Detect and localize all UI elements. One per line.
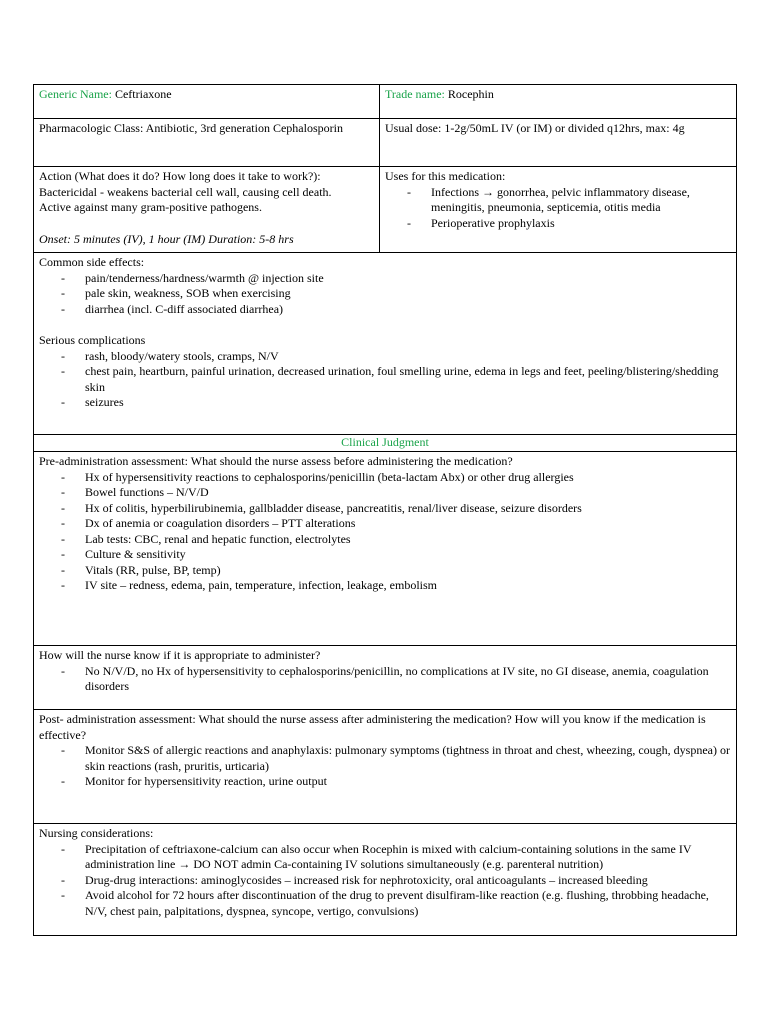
uses-list [385, 185, 731, 232]
nursing-row [34, 824, 737, 936]
list-item: - Bowel functions – N/V/D [39, 485, 731, 501]
appropriate-list [39, 664, 731, 695]
post-admin-row [34, 710, 737, 824]
list-item: - pale skin, weakness, SOB when exercising [39, 286, 731, 302]
post-admin-question: Post- administration assessment: What should the nurse assess after administering the medication? How will you know if the medication is effective? [39, 712, 706, 742]
serious-complications-list [39, 349, 731, 411]
nursing-cell [34, 824, 737, 936]
side-effects-list [39, 271, 731, 318]
side-effects-title: Common side effects: [39, 255, 145, 269]
list-item: - Monitor for hypersensitivity reaction, urine output [39, 774, 731, 790]
action-line-1: Bactericidal - weakens bacterial cell wall, causing cell death. [39, 184, 332, 199]
trade-name-cell [380, 85, 737, 119]
trade-name-label: Trade name: [385, 87, 445, 101]
list-item: - seizures [39, 395, 731, 411]
list-item: - Monitor S&S of allergic reactions and anaphylaxis: pulmonary symptoms (tightness in throat and chest, wheezing, cough, dyspnea) or skin reactions (rash, pruritis, urticaria) [39, 743, 731, 774]
names-row [34, 85, 737, 119]
list-item: - No N/V/D, no Hx of hypersensitivity to cephalosporins/penicillin, no complications at IV site, no GI disease, anemia, coagulation disorders [39, 664, 731, 695]
list-item: - Infections → gonorrhea, pelvic inflammatory disease, meningitis, pneumonia, septicemia, otitis media [385, 185, 731, 216]
pre-admin-question: Pre-administration assessment: What should the nurse assess before administering the medication? [39, 454, 513, 468]
list-item: - Culture & sensitivity [39, 547, 731, 563]
list-item: - Precipitation of ceftriaxone-calcium can also occur when Rocephin is mixed with calcium-containing solutions in the same IV administration line → DO NOT admin Ca-containing IV solutions simultaneously (e.g. parenteral nutrition) [39, 842, 731, 873]
action-cell [34, 167, 380, 253]
list-item: - Dx of anemia or coagulation disorders – PTT alterations [39, 516, 731, 532]
list-item: - Drug-drug interactions: aminoglycosides – increased risk for nephrotoxicity, oral anticoagulants – increased bleeding [39, 873, 731, 889]
list-item: - chest pain, heartburn, painful urination, decreased urination, foul smelling urine, edema in legs and feet, peeling/blistering/shedding skin [39, 364, 731, 395]
usual-dose-cell [380, 119, 737, 167]
uses-title: Uses for this medication: [385, 169, 506, 183]
list-item: - rash, bloody/watery stools, cramps, N/V [39, 349, 731, 365]
serious-complications-title: Serious complications [39, 333, 146, 347]
list-item: - Perioperative prophylaxis [385, 216, 731, 232]
pre-admin-list [39, 470, 731, 594]
clinical-judgment-row [34, 435, 737, 452]
class-dose-row [34, 119, 737, 167]
side-effects-row [34, 253, 737, 435]
list-item: - IV site – redness, edema, pain, temperature, infection, leakage, embolism [39, 578, 731, 594]
pharm-class-text: Pharmacologic Class: Antibiotic, 3rd generation Cephalosporin [39, 121, 343, 135]
onset-duration: Onset: 5 minutes (IV), 1 hour (IM) Duration: 5-8 hrs [39, 231, 294, 246]
nursing-title: Nursing considerations: [39, 826, 154, 840]
trade-name-value: Rocephin [447, 87, 494, 101]
usual-dose-text: Usual dose: 1-2g/50mL IV (or IM) or divided q12hrs, max: 4g [385, 121, 685, 135]
appropriate-row [34, 646, 737, 710]
side-effects-cell [34, 253, 737, 435]
nursing-list [39, 842, 731, 920]
uses-cell [380, 167, 737, 253]
action-question: Action (What does it do? How long does it take to work?): [39, 169, 321, 183]
appropriate-cell [34, 646, 737, 710]
generic-name-label: Generic Name: [39, 87, 112, 101]
drug-card [33, 84, 736, 936]
generic-name-value: Ceftriaxone [114, 87, 172, 101]
pre-admin-row [34, 452, 737, 646]
post-admin-cell [34, 710, 737, 824]
list-item: - diarrhea (incl. C-diff associated diarrhea) [39, 302, 731, 318]
appropriate-question: How will the nurse know if it is appropriate to administer? [39, 648, 321, 662]
list-item: - Vitals (RR, pulse, BP, temp) [39, 563, 731, 579]
generic-name-cell [34, 85, 380, 119]
drug-card-table [33, 84, 737, 936]
list-item: - pain/tenderness/hardness/warmth @ injection site [39, 271, 731, 287]
clinical-judgment-heading: Clinical Judgment [34, 435, 737, 452]
list-item: - Avoid alcohol for 72 hours after discontinuation of the drug to prevent disulfiram-like reaction (e.g. flushing, throbbing headache, N/V, chest pain, palpitations, dyspnea, syncope, vertigo, convulsions) [39, 888, 731, 919]
list-item: - Hx of hypersensitivity reactions to cephalosporins/penicillin (beta-lactam Abx) or other drug allergies [39, 470, 731, 486]
action-uses-row [34, 167, 737, 253]
pre-admin-cell [34, 452, 737, 646]
list-item: - Hx of colitis, hyperbilirubinemia, gallbladder disease, pancreatitis, renal/liver disease, seizure disorders [39, 501, 731, 517]
list-item: - Lab tests: CBC, renal and hepatic function, electrolytes [39, 532, 731, 548]
pharm-class-cell [34, 119, 380, 167]
post-admin-list [39, 743, 731, 790]
action-line-2: Active against many gram-positive pathogens. [39, 200, 262, 214]
